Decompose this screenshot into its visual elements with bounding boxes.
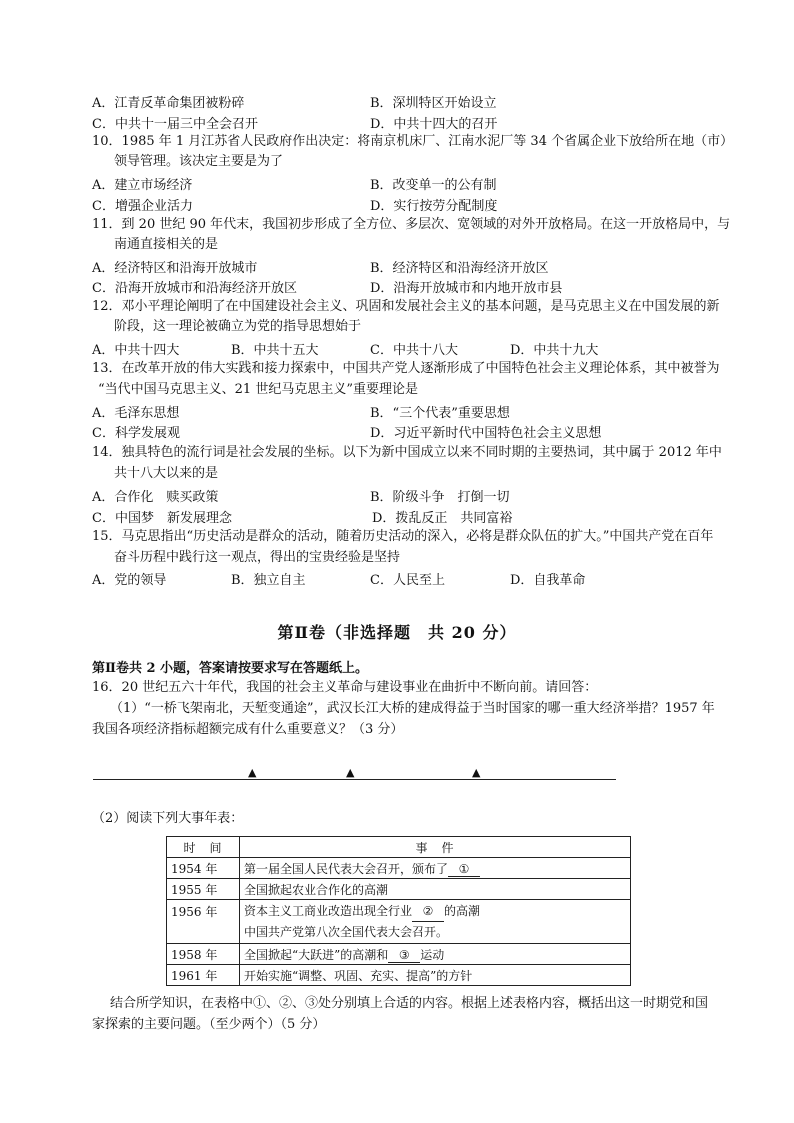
blank-2[interactable]: ② xyxy=(412,901,444,922)
q10-option-c: C．增强企业活力 xyxy=(92,199,193,214)
q13-stem-line2: “当代中国马克思主义、21 世纪马克思主义”重要理论是 xyxy=(98,382,418,397)
q15-option-b: B．独立自主 xyxy=(231,573,306,588)
section-instruction: 第Ⅱ卷共 2 小题，答案请按要求写在答题纸上。 xyxy=(92,661,369,676)
q14-option-b: B．阶级斗争 打倒一切 xyxy=(370,490,510,505)
table-row xyxy=(167,944,631,965)
q9-option-d: D．中共十四大的召开 xyxy=(370,117,498,132)
q10-stem-line1: 10．1985 年 1 月江苏省人民政府作出决定：将南京机床厂、江南水泥厂等 34 个省属企业下放给所在地（市） xyxy=(92,134,734,149)
q10-option-b: B．改变单一的公有制 xyxy=(370,178,497,193)
q12-stem-line2: 阶段，这一理论被确立为党的指导思想始于 xyxy=(114,319,362,334)
row-event: 开始实施“调整、巩固、充实、提高”的方针 xyxy=(240,965,631,986)
q10-stem-line2: 领导管理。该决定主要是为了 xyxy=(114,154,284,169)
q11-option-a: A．经济特区和沿海开放城市 xyxy=(92,261,258,276)
q9-option-c: C．中共十一届三中全会召开 xyxy=(92,117,258,132)
q16-closing-line2: 家探索的主要问题。（至少两个）（5 分） xyxy=(92,1017,326,1032)
q12-option-c: C．中共十八大 xyxy=(370,343,458,358)
q10-option-a: A．建立市场经济 xyxy=(92,178,193,193)
header-event: 事 件 xyxy=(240,837,631,858)
q9-option-a: A．江青反革命集团被粉碎 xyxy=(92,96,245,111)
q15-option-c: C．人民至上 xyxy=(370,573,445,588)
q12-stem-line1: 12．邓小平理论阐明了在中国建设社会主义、巩固和发展社会主义的基本问题，是马克思主义在中国发展的新 xyxy=(92,299,720,314)
answer-mark-3: ▲ xyxy=(472,766,481,779)
q13-option-b: B．“三个代表”重要思想 xyxy=(370,406,510,421)
row-event: 全国掀起农业合作化的高潮 xyxy=(240,879,631,900)
table-row xyxy=(167,900,631,944)
q11-option-d: D．沿海开放城市和内地开放市县 xyxy=(370,281,563,296)
row-event xyxy=(240,858,631,879)
row-year: 1961 年 xyxy=(167,965,240,986)
q16-closing-line1: 结合所学知识，在表格中①、②、③处分别填上合适的内容。根据上述表格内容，概括出这一时期党和国 xyxy=(110,996,709,1011)
q13-stem-line1: 13．在改革开放的伟大实践和接力探索中，中国共产党人逐渐形成了中国特色社会主义理论体系，其中被誉为 xyxy=(92,361,720,376)
q16-sub2: （2）阅读下列大事年表： xyxy=(92,811,244,826)
events-table xyxy=(166,836,631,986)
header-year: 时 间 xyxy=(167,837,240,858)
q9-option-b: B．深圳特区开始设立 xyxy=(370,96,497,111)
q11-option-c: C．沿海开放城市和沿海经济开放区 xyxy=(92,281,297,296)
q14-option-a: A．合作化 赎买政策 xyxy=(92,490,219,505)
q14-stem-line1: 14．独具特色的流行词是社会发展的坐标。以下为新中国成立以来不同时期的主要热词，其中属于 2012 年中 xyxy=(92,445,722,460)
q16-stem: 16．20 世纪五六十年代，我国的社会主义革命与建设事业在曲折中不断向前。请回答： xyxy=(92,680,598,695)
table-row xyxy=(167,858,631,879)
q14-option-d: D．拨乱反正 共同富裕 xyxy=(372,511,513,526)
answer-line[interactable] xyxy=(93,779,616,780)
q14-stem-line2: 共十八大以来的是 xyxy=(114,466,219,481)
q12-option-d: D．中共十九大 xyxy=(510,343,599,358)
event-text: 全国掀起“大跃进”的高潮和 xyxy=(244,947,389,962)
event-text: 的高潮 xyxy=(444,904,481,918)
q10-option-d: D．实行按劳分配制度 xyxy=(370,199,498,214)
row-year: 1955 年 xyxy=(167,879,240,900)
q13-option-d: D．习近平新时代中国特色社会主义思想 xyxy=(370,426,602,441)
q14-option-c: C．中国梦 新发展理念 xyxy=(92,511,232,526)
row-year: 1958 年 xyxy=(167,944,240,965)
q16-sub1-line2: 我国各项经济指标超额完成有什么重要意义？（3 分） xyxy=(92,722,404,737)
q15-option-d: D．自我革命 xyxy=(510,573,586,588)
q13-option-c: C．科学发展观 xyxy=(92,426,180,441)
event-text: 运动 xyxy=(420,947,445,962)
table-row xyxy=(167,965,631,986)
table-header-row xyxy=(167,837,631,858)
row-event xyxy=(240,944,631,965)
blank-3[interactable]: ③ xyxy=(388,948,420,963)
row-year: 1954 年 xyxy=(167,858,240,879)
event-text: 第一届全国人民代表大会召开，颁布了 xyxy=(244,861,449,876)
row-event xyxy=(240,900,631,944)
q15-option-a: A．党的领导 xyxy=(92,573,167,588)
q11-stem-line2: 南通直接相关的是 xyxy=(114,237,219,252)
q11-option-b: B．经济特区和沿海经济开放区 xyxy=(370,261,549,276)
q12-option-b: B．中共十五大 xyxy=(231,343,319,358)
q15-stem-line2: 奋斗历程中践行这一观点，得出的宝贵经验是坚持 xyxy=(114,550,401,565)
q11-stem-line1: 11．到 20 世纪 90 年代末，我国初步形成了全方位、多层次、宽领域的对外开放格局。在这一开放格局中，与 xyxy=(92,217,731,232)
section-title: 第Ⅱ卷（非选择题 共 20 分） xyxy=(277,623,517,642)
event-text-2: 中国共产党第八次全国代表大会召开。 xyxy=(244,925,449,939)
table-row xyxy=(167,879,631,900)
q15-stem-line1: 15．马克思指出“历史活动是群众的活动，随着历史活动的深入，必将是群众队伍的扩大。”中国共产党在百年 xyxy=(92,529,714,544)
q13-option-a: A．毛泽东思想 xyxy=(92,406,180,421)
event-text: 资本主义工商业改造出现全行业 xyxy=(244,904,413,918)
answer-mark-1: ▲ xyxy=(248,766,257,779)
answer-mark-2: ▲ xyxy=(346,766,355,779)
row-year: 1956 年 xyxy=(167,900,240,944)
blank-1[interactable]: ① xyxy=(448,862,480,877)
q16-sub1-line1: （1）“一桥飞架南北，天堑变通途”，武汉长江大桥的建成得益于当时国家的哪一重大经济举措？1957 年 xyxy=(110,701,715,716)
q12-option-a: A．中共十四大 xyxy=(92,343,180,358)
